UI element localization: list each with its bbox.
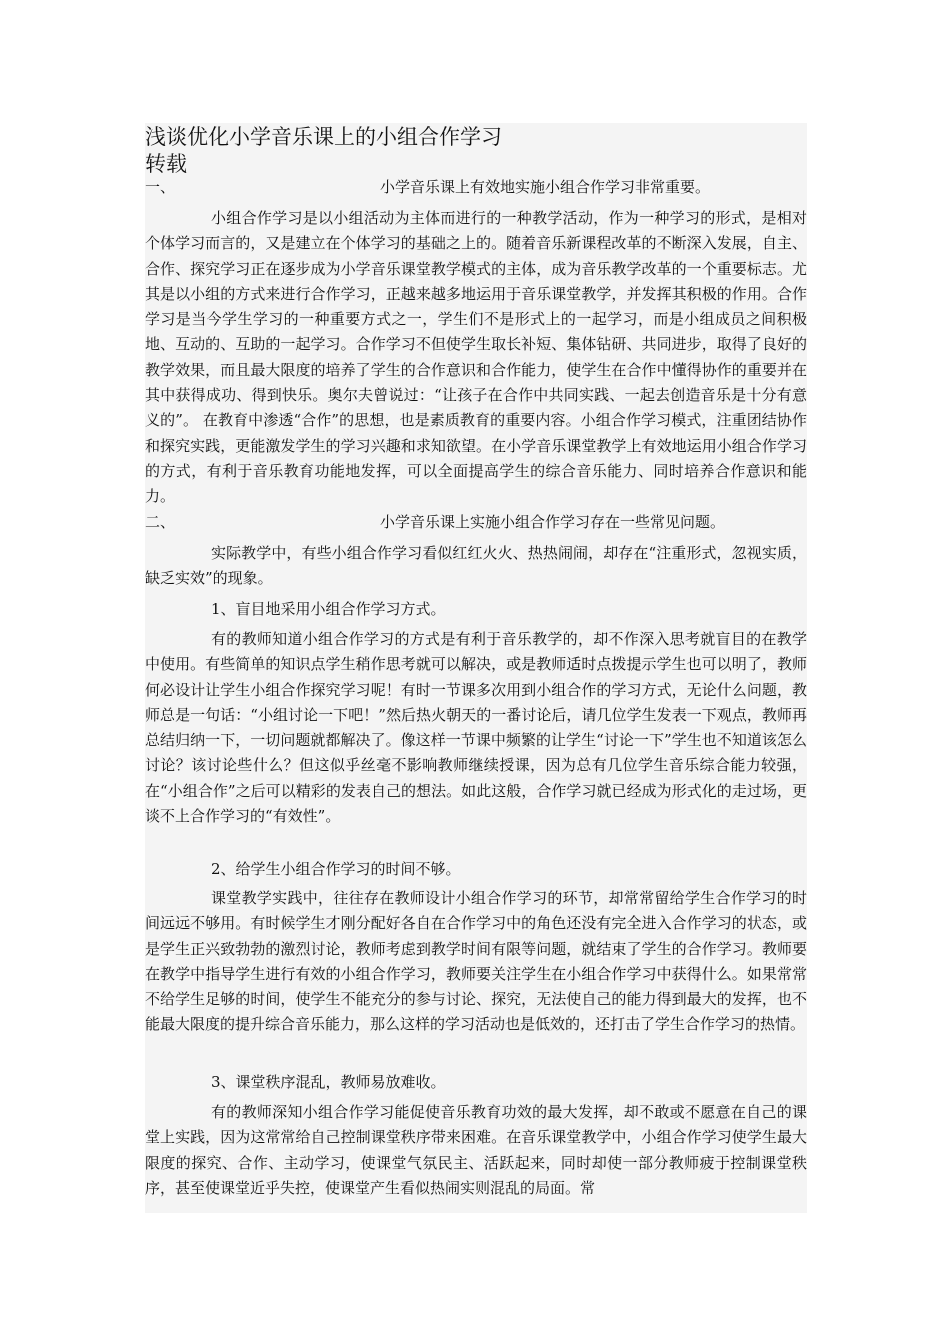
issue-3-paragraph: 有的教师深知小组合作学习能促使音乐教育功效的最大发挥，却不敢或不愿意在自己的课堂上实践，因为这常常给自己控制课堂秩序带来困难。在音乐课堂教学中，小组合作学习使学生最大限度的探究、合作、主动学习，使课堂气氛民主、活跃起来，同时却使一部分教师疲于控制课堂秩序，甚至使课堂近乎失控，使课堂产生看似热闹实则混乱的局面。常 — [145, 1103, 807, 1197]
section-heading-text: 小学音乐课上实施小组合作学习存在一些常见问题。 — [380, 513, 726, 531]
section-heading-1 — [145, 175, 807, 199]
issue-1-paragraph: 有的教师知道小组合作学习的方式是有利于音乐教学的，却不作深入思考就盲目的在教学中使用。有些简单的知识点学生稍作思考就可以解决，或是教师适时点拨提示学生也可以明了，教师何必设计让学生小组合作探究学习呢！有时一节课多次用到小组合作的学习方式，无论什么问题，教师总是一句话：“小组讨论一下吧！”然后热火朝天的一番讨论后，请几位学生发表一下观点，教师再总结归纳一下，一切问题就都解决了。像这样一节课中频繁的让学生“讨论一下”学生也不知道该怎么讨论？该讨论些什么？但这似乎丝毫不影响教师继续授课，因为总有几位学生音乐综合能力较强，在“小组合作”之后可以精彩的发表自己的想法。如此这般，合作学习就已经成为形式化的走过场，更谈不上合作学习的“有效性”。 — [145, 630, 807, 826]
section-heading-2 — [145, 510, 807, 534]
section-1-paragraph: 小组合作学习是以小组活动为主体而进行的一种教学活动，作为一种学习的形式，是相对个体学习而言的，又是建立在个体学习的基础之上的。随着音乐新课程改革的不断深入发展，自主、合作、探究学习正在逐步成为小学音乐课堂教学模式的主体，成为音乐教学改革的一个重要标志。尤其是以小组的方式来进行合作学习，正越来越多地运用于音乐课堂教学，并发挥其积极的作用。合作学习是当今学生学习的一种重要方式之一，学生们不是形式上的一起学习，而是小组成员之间积极地、互动的、互助的一起学习。合作学习不但使学生取长补短、集体钻研、共同进步，取得了良好的教学效果，而且最大限度的培养了学生的合作意识和合作能力，使学生在合作中懂得协作的重要并在其中获得成功、得到快乐。奥尔夫曾说过：“让孩子在合作中共同实践、一起去创造音乐是十分有意义的”。 在教育中渗透“合作”的思想，也是素质教育的重要内容。小组合作学习模式，注重团结协作和探究实践，更能激发学生的学习兴趣和求知欲望。在小学音乐课堂教学上有效地运用小组合作学习的方式，有利于音乐教育功能地发挥，可以全面提高学生的综合音乐能力、同时培养合作意识和能力。 — [145, 209, 807, 506]
issue-2-paragraph: 课堂教学实践中，往往存在教师设计小组合作学习的环节，却常常留给学生合作学习的时间远远不够用。有时候学生才刚分配好各自在合作学习中的角色还没有完全进入合作学习的状态，或是学生正兴致勃勃的激烈讨论，教师考虑到教学时间有限等问题，就结束了学生的合作学习。教师要在教学中指导学生进行有效的小组合作学习，教师要关注学生在小组合作学习中获得什么。如果常常不给学生足够的时间，使学生不能充分的参与讨论、探究，无法使自己的能力得到最大的发挥，也不能最大限度的提升综合音乐能力，那么这样的学习活动也是低效的，还打击了学生合作学习的热情。 — [145, 889, 807, 1034]
document-title: 浅谈优化小学音乐课上的小组合作学习 — [145, 125, 502, 149]
issue-1-title: 1、盲目地采用小组合作学习方式。 — [211, 600, 446, 618]
section-heading-text: 小学音乐课上有效地实施小组合作学习非常重要。 — [380, 178, 711, 196]
section-number: 二、 — [145, 513, 176, 531]
document-subtitle: 转载 — [145, 152, 187, 176]
section-2-intro-paragraph: 实际教学中，有些小组合作学习看似红红火火、热热闹闹，却存在“注重形式，忽视实质，缺乏实效”的现象。 — [145, 544, 807, 588]
issue-3-title: 3、课堂秩序混乱，教师易放难收。 — [211, 1073, 446, 1091]
issue-2-title: 2、给学生小组合作学习的时间不够。 — [211, 860, 461, 878]
section-number: 一、 — [145, 178, 176, 196]
